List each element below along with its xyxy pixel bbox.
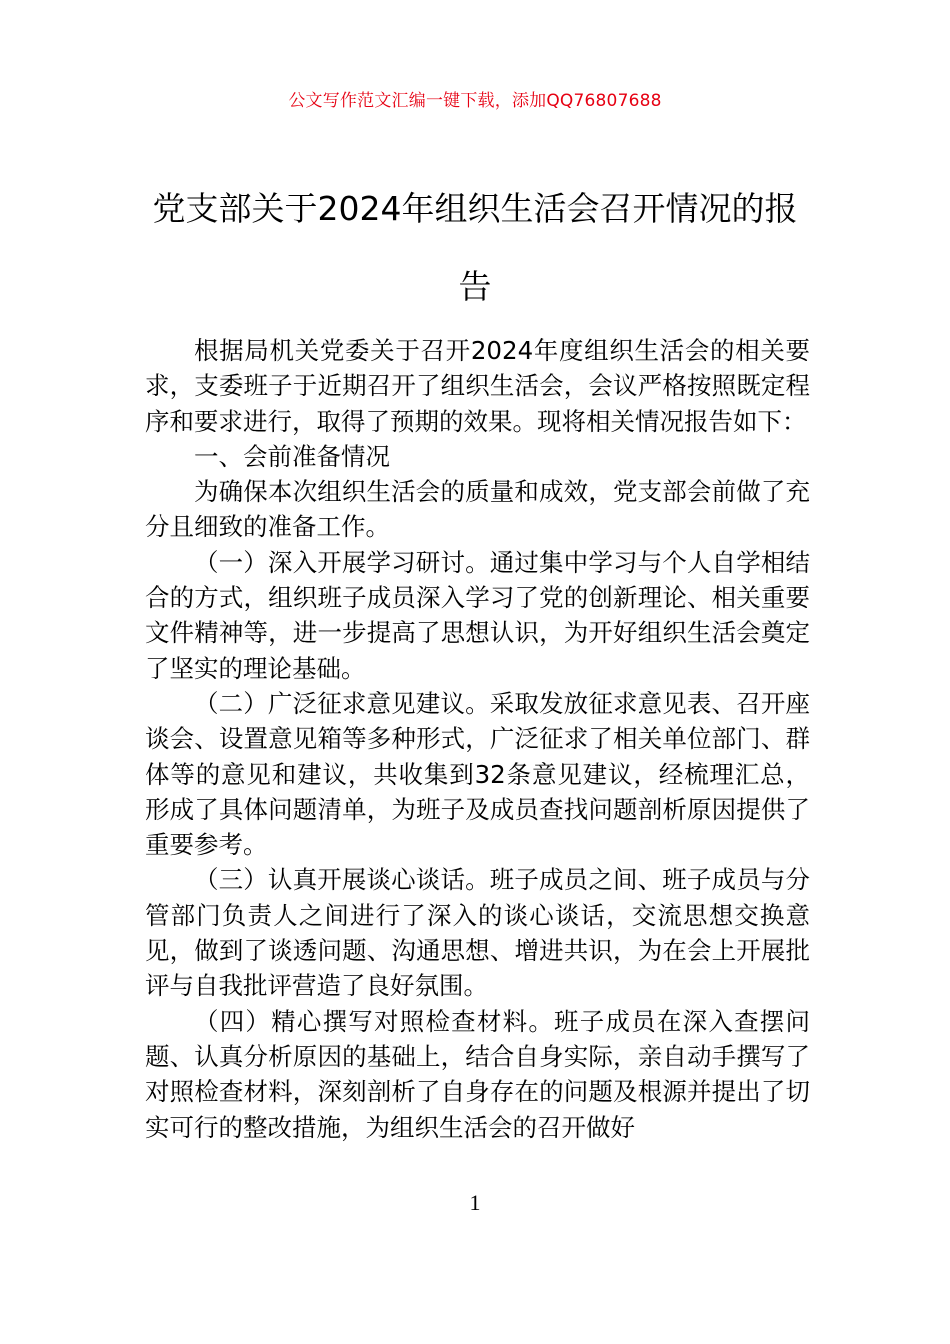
section-heading-preparation: 一、会前准备情况 [194, 441, 390, 471]
paragraph-talks: （三）认真开展谈心谈话。班子成员之间、班子成员与分管部门负责人之间进行了深入的谈心谈话，交流思想交换意见，做到了谈透问题、沟通思想、增进共识，为在会上开展批评与自我批评营造了良好氛围。 [145, 865, 810, 1001]
paragraph-opinions: （二）广泛征求意见建议。采取发放征求意见表、召开座谈会、设置意见箱等多种形式，广泛征求了相关单位部门、群体等的意见和建议，共收集到32条意见建议，经梳理汇总，形成了具体问题清单，为班子及成员查找问题剖析原因提供了重要参考。 [145, 688, 810, 860]
paragraph-materials: （四）精心撰写对照检查材料。班子成员在深入查摆问题、认真分析原因的基础上，结合自身实际，亲自动手撰写了对照检查材料，深刻剖析了自身存在的问题及根源并提出了切实可行的整改措施，为组织生活会的召开做好 [145, 1006, 810, 1142]
document-body [145, 333, 810, 1145]
paragraph-intro: 根据局机关党委关于召开2024年度组织生活会的相关要求，支委班子于近期召开了组织生活会，会议严格按照既定程序和要求进行，取得了预期的效果。现将相关情况报告如下： [145, 336, 810, 436]
paragraph-preparation-summary: 为确保本次组织生活会的质量和成效，党支部会前做了充分且细致的准备工作。 [145, 477, 810, 542]
header-download-note: 公文写作范文汇编一键下载，添加QQ76807688 [288, 91, 662, 111]
paragraph-study: （一）深入开展学习研讨。通过集中学习与个人自学相结合的方式，组织班子成员深入学习了党的创新理论、相关重要文件精神等，进一步提高了思想认识，为开好组织生活会奠定了坚实的理论基础。 [145, 547, 810, 683]
page-number: 1 [469, 1190, 481, 1215]
document-title: 党支部关于2024年组织生活会召开情况的报告 [152, 189, 798, 306]
